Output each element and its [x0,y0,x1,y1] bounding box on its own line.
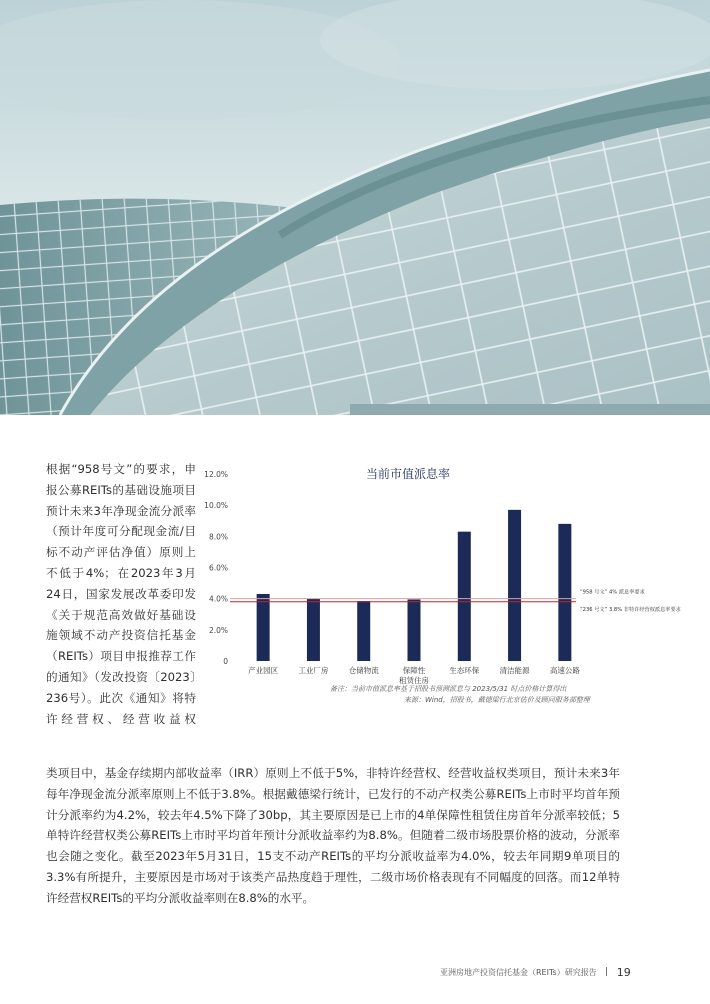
chart-notes [330,684,690,706]
x-tick-label: 产业园区 [248,666,279,675]
bar-2 [307,599,320,661]
chart-note: 备注：当前市值派息率基于招股书预测派息与 2023/5/31 时点价格计算得出 [330,685,567,693]
footer-title: 亚洲房地产投资信托基金（REITs）研究报告 [440,968,597,977]
body-text [46,763,620,909]
y-tick-label: 0 [223,657,228,666]
reference-line-label: “958 号文” 4% 派息率要求 [580,589,645,596]
chart-source: 来源：Wind，招股书，戴德梁行北京估价及顾问服务部整理 [404,696,590,704]
reference-line-label: “236 号文” 3.8% 非特许经营权派息率要求 [580,606,681,613]
bar-7 [558,524,571,661]
y-tick-label: 4.0% [208,594,228,604]
x-tick-label: 生态环保 [449,666,480,675]
wide-paragraph: 类项目中，基金存续期内部收益率（IRR）原则上不低于5%，非特许经营权、经营收益权类项目，预计未来3年每年净现金流分派率原则上不低于3.8%。根据戴德梁行统计，已发行的不动产权类公募REITs上市时平均首年预计分派率约为4.2%，较去年4.5%下降了30bp，其主要原因是已上市的4单保障性租赁住房首年分派率较低；5单特许经营权类公募REITs上市时平均首年预计分派收益率约为8.8%。但随着二级市场股票价格的波动，分派率也会随之变化。截至2023年5月31日，15支不动产REITs的平均分派收益率为4.0%，较去年同期9单项目的3.3%有所提升，主要原因是市场对于该类产品热度趋于理性，二级市场价格表现有不同幅度的回落。而12单特许经营权REITs的平均分派收益率则在8.8%的水平。 [46,766,620,905]
x-tick-label: 保障性 [402,666,426,675]
y-tick-label: 8.0% [208,532,228,542]
y-tick-label: 10.0% [204,501,228,511]
footer-divider [606,967,607,976]
left-paragraph: 根据“958号文”的要求，申报公募REITs的基础设施项目预计未来3年净现金流分派率（预计年度可分配现金流/目标不动产评估净值）原则上不低于4%；在2023年3月24日，国家发展改革委印发《关于规范高效做好基础设施领域不动产投资信托基金（REITs）项目申报推荐工作的通知》（发改投资〔2023〕236号）。此次《通知》将特许经营权、经营收益权 [46,462,196,726]
x-tick-label: 租赁住房 [399,676,429,685]
x-tick-label: 清洁能源 [499,666,530,675]
page-footer [440,966,680,980]
bar-3 [357,601,370,661]
y-tick-label: 2.0% [208,625,228,635]
y-tick-label: 6.0% [208,563,228,573]
left-column-text [46,459,196,729]
x-tick-label: 工业厂房 [298,666,329,675]
x-tick-label: 高速公路 [549,666,580,675]
hero-image [0,0,710,415]
bar-5 [458,532,471,661]
bar-4 [408,599,421,661]
bar-6 [508,510,521,661]
x-tick-label: 仓储物流 [348,666,379,675]
page-number: 19 [616,966,631,979]
y-tick-label: 12.0% [204,470,228,479]
chart-title: 当前市值派息率 [365,467,451,481]
bar-1 [257,594,270,661]
building-photo [0,0,710,415]
dividend-yield-chart [198,458,698,708]
chart-canvas [198,458,698,708]
